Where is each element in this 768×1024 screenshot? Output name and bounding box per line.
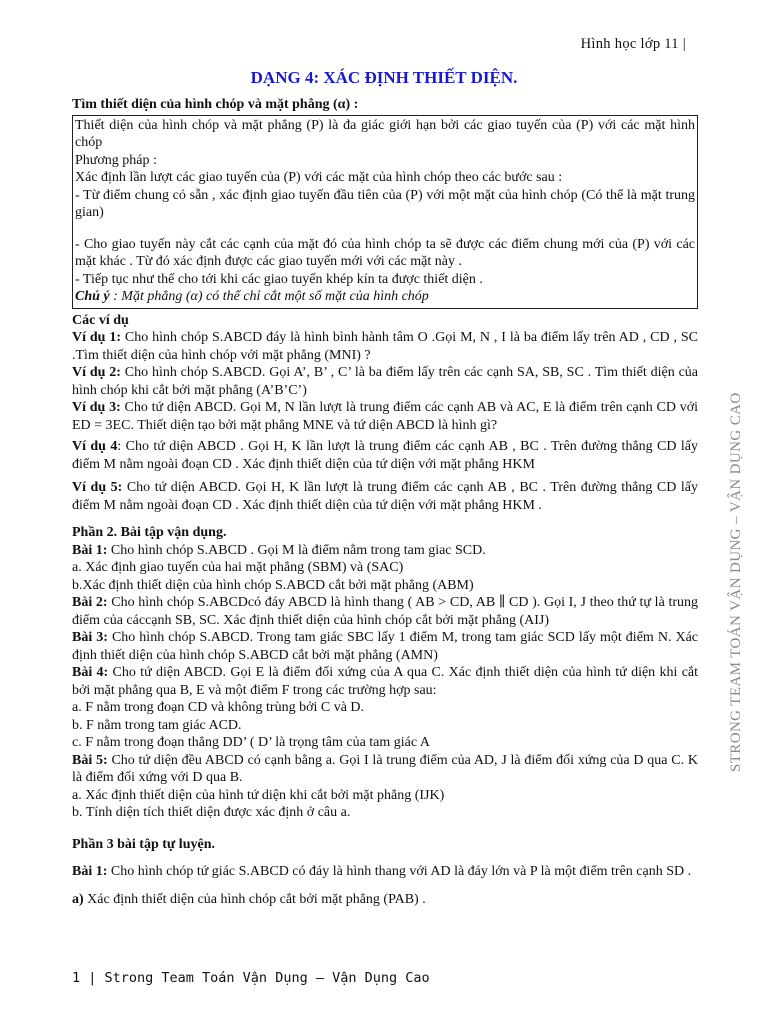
part2-ex3-label: Bài 3:: [72, 630, 108, 645]
example-2-text: Cho hình chóp S.ABCD. Gọi A’, B’ , C’ là ba điểm lấy trên các cạnh SA, SB, SC . Tìm thiết diện của hình chóp khi cắt bởi mặt phẳng (A’B’C’): [72, 365, 698, 398]
part2-ex1-text: Cho hình chóp S.ABCD . Gọi M là điểm nằm trong tam giac SCD.: [107, 542, 486, 558]
part2-ex2: [72, 594, 698, 629]
box-step-3: - Tiếp tục như thế cho tới khi các giao tuyến khép kín ta được thiết diện .: [75, 271, 483, 287]
box-note: [75, 288, 695, 306]
part3-ex1-text: Cho hình chóp tứ giác S.ABCD có đáy là hình thang với AD là đáy lớn và P là một điểm trên cạnh SD .: [107, 864, 692, 879]
part3-heading: Phần 3 bài tập tự luyện.: [72, 836, 215, 852]
part2-ex5: [72, 752, 698, 787]
side-watermark-text: STRONG TEAM TOÁN VẬN DỤNG – VẬN DỤNG CAO: [728, 392, 744, 772]
examples-heading: Các ví dụ: [72, 312, 129, 328]
part2-ex5-text: Cho tứ diện đều ABCD có cạnh bằng a. Gọi I là trung điểm của AD, J là điểm đối xứng của D qua C. K là điểm đối xứng với D qua B.: [72, 752, 698, 785]
example-4: [72, 438, 698, 473]
part2-ex5-label: Bài 5:: [72, 752, 108, 768]
example-3-text: Cho tứ diện ABCD. Gọi M, N lần lượt là trung điểm các cạnh AB và AC, E là điểm trên cạnh CD với ED = 3EC. Thiết diện tạo bởi mặt phẳng MNE và tứ diện ABCD là hình gì?: [72, 400, 699, 433]
box-method-label: Phương pháp :: [75, 152, 157, 168]
box-definition: Thiết diện của hình chóp và mặt phẳng (P) là đa giác giới hạn bởi các giao tuyến của (P) với các mặt hình chóp: [75, 117, 695, 150]
part2-ex3-text: Cho hình chóp S.ABCD. Trong tam giác SBC lấy 1 điểm M, trong tam giác SCD lấy một điểm N. Xác định thiết diện của hình chóp S.ABCD cắt bởi mặt phẳng (AMN): [72, 630, 699, 663]
page-footer: 1 | Strong Team Toán Vận Dụng – Vận Dụng Cao: [72, 970, 430, 986]
part2-ex1-a: a. Xác định giao tuyến của hai mặt phẳng (SBM) và (SAC): [72, 560, 404, 575]
part2-ex4-label: Bài 4:: [72, 665, 109, 680]
part2-ex4-text: Cho tứ diện ABCD. Gọi E là điểm đối xứng của A qua C. Xác định thiết diện của hình tứ diện khi cắt bởi mặt phẳng qua B, E và một điểm F trong các trường hợp sau:: [72, 665, 699, 698]
example-1-text: Cho hình chóp S.ABCD đáy là hình bình hành tâm O .Gọi M, N , I là ba điểm lấy trên AD , CD , SC .Tìm thiết diện của hình chóp với mặt phẳng (MNI) ?: [72, 330, 699, 363]
note-label: Chú ý: [75, 289, 110, 304]
example-1: [72, 329, 698, 364]
example-3: [72, 399, 698, 434]
example-4-text: : Cho tứ diện ABCD . Gọi H, K lần lượt là trung điểm các cạnh AB , BC . Trên đường thẳng CD lấy điểm M nằm ngoài đoạn CD . Xác định thiết diện của tứ diện với mặt phẳng HKM: [72, 439, 698, 472]
part2-ex1: [72, 542, 698, 560]
part2-ex4: [72, 664, 698, 699]
part3-ex1-a-label: a): [72, 891, 84, 907]
part2-ex1-b: b.Xác định thiết diện của hình chóp S.ABCD cắt bởi mặt phẳng (ABM): [72, 577, 474, 593]
part2-ex4-b: b. F nằm trong tam giác ACD.: [72, 717, 242, 733]
part3-ex1-a-text: Xác định thiết diện của hình chóp cắt bởi mặt phẳng (PAB) .: [83, 891, 426, 907]
part3-ex1-label: Bài 1:: [72, 864, 108, 879]
example-5-text: Cho tứ diện ABCD. Gọi H, K lần lượt là trung điểm các cạnh AB , BC . Trên đường thẳng CD lấy điểm M nằm ngoài đoạn CD . Xác định thiết diện của tứ diện với mặt phẳng HKM .: [72, 480, 698, 513]
part2-ex2-text: Cho hình chóp S.ABCDcó đáy ABCD là hình thang ( AB > CD, AB ∥ CD ). Gọi I, J theo thứ tự là trung điểm của cáccạnh SB, SC. Xác định thiết diện của hình chóp cắt bởi mặt phẳng (AIJ): [72, 595, 699, 628]
part3-ex1: [72, 863, 698, 881]
part2-ex1-label: Bài 1:: [72, 542, 108, 558]
box-step-1: - Từ điểm chung có sẵn , xác định giao tuyến đầu tiên của (P) với một mặt của hình chóp (Có thể là mặt trung gian): [75, 187, 695, 220]
part2-ex5-a: a. Xác định thiết diện của hình tứ diện khi cắt bởi mặt phẳng (IJK): [72, 787, 445, 803]
box-step-2: - Cho giao tuyến này cắt các cạnh của mặt đó của hình chóp ta sẽ được các điểm chung mới của (P) với các mặt khác . Từ đó xác định được các giao tuyến mới với các mặt này .: [75, 236, 695, 269]
theory-box: [72, 115, 698, 309]
part2-ex4-a: a. F nằm trong đoạn CD và không trùng bởi C và D.: [72, 700, 365, 715]
part2-ex3: [72, 629, 698, 664]
box-step-intro: Xác định lần lượt các giao tuyến của (P) với các mặt của hình chóp theo các bước sau :: [75, 170, 563, 185]
example-5: [72, 479, 698, 514]
part2-heading: Phần 2. Bài tập vận dụng.: [72, 525, 227, 540]
part2-ex5-b: b. Tính diện tích thiết diện được xác định ở câu a.: [72, 805, 351, 820]
main-content: [72, 96, 698, 908]
example-5-label: Ví dụ 5:: [72, 480, 123, 495]
part3-ex1-a: [72, 891, 698, 909]
example-1-label: Ví dụ 1:: [72, 330, 122, 345]
example-2-label: Ví dụ 2:: [72, 365, 121, 380]
intro-heading: Tìm thiết diện của hình chóp và mặt phẳng (α) :: [72, 97, 359, 112]
part2-ex4-c: c. F nằm trong đoạn thẳng DD’ ( D’ là trọng tâm của tam giác A: [72, 735, 430, 750]
page-header: Hình học lớp 11 |: [580, 36, 686, 52]
page-title: DẠNG 4: XÁC ĐỊNH THIẾT DIỆN.: [250, 68, 518, 87]
example-4-label: Ví dụ 4: [72, 439, 118, 454]
note-text: : Mặt phẳng (α) có thể chỉ cắt một số mặt của hình chóp: [109, 289, 429, 304]
example-3-label: Ví dụ 3:: [72, 400, 121, 415]
example-2: [72, 364, 698, 399]
part2-ex2-label: Bài 2:: [72, 595, 108, 610]
